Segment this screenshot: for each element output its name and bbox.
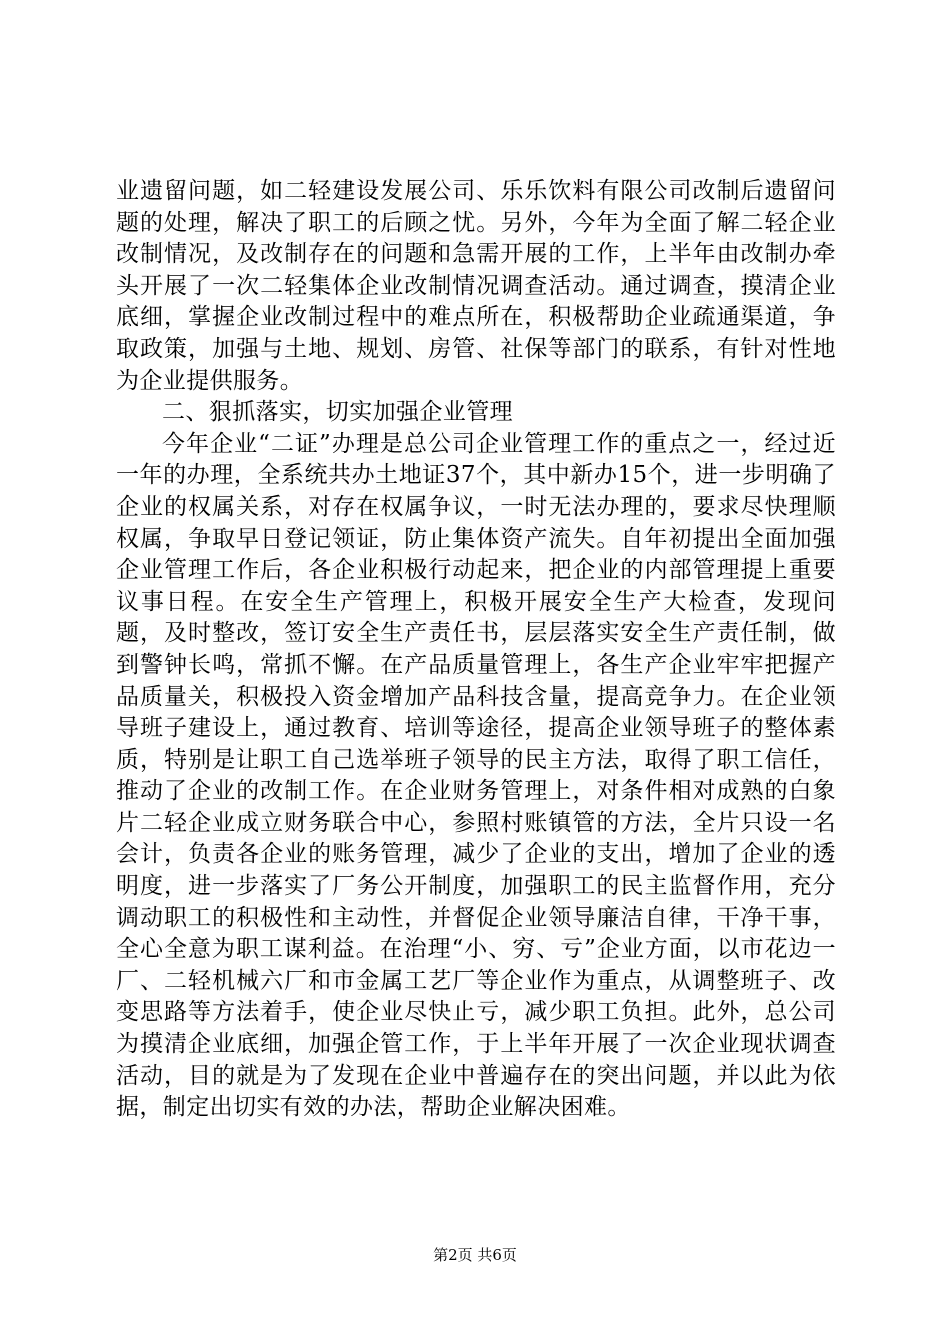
section-heading: 二、狠抓落实，切实加强企业管理 <box>162 399 513 426</box>
paragraph-management: 今年企业“二证”办理是总公司企业管理工作的重点之一，经过近一年的办理，全系统共办土地证37个，其中新办15个，进一步明确了企业的权属关系，对存在权属争议，一时无法办理的，要求尽快理顺权属，争取早日登记领证，防止集体资产流失。自年初提出全面加强企业管理工作后，各企业积极行动起来，把企业的内部管理提上重要议事日程。在安全生产管理上，积极开展安全生产大检查，发现问题，及时整改，签订安全生产责任书，层层落实安全生产责任制，做到警钟长鸣，常抓不懈。在产品质量管理上，各生产企业牢牢把握产品质量关，积极投入资金增加产品科技含量，提高竞争力。在企业领导班子建设上，通过教育、培训等途径，提高企业领导班子的整体素质，特别是让职工自己选举班子领导的民主方法，取得了职工信任，推动了企业的改制工作。在企业财务管理上，对条件相对成熟的白象片二轻企业成立财务联合中心，参照村账镇管的方法，全片只设一名会计，负责各企业的账务管理，减少了企业的支出，增加了企业的透明度，进一步落实了厂务公开制度，加强职工的民主监督作用，充分调动职工的积极性和主动性，并督促企业领导廉洁自律，干净干事，全心全意为职工谋利益。在治理“小、穷、亏”企业方面，以市花边一厂、二轻机械六厂和市金属工艺厂等企业作为重点，从调整班子、改变思路等方法着手，使企业尽快止亏，减少职工负担。此外，总公司为摸清企业底细，加强企管工作，于上半年开展了一次企业现状调查活动，目的就是为了发现在企业中普遍存在的突出问题，并以此为依据，制定出切实有效的办法，帮助企业解决困难。 <box>116 430 836 1121</box>
paragraph-continued: 业遗留问题，如二轻建设发展公司、乐乐饮料有限公司改制后遗留问题的处理，解决了职工的后顾之忧。另外，今年为全面了解二轻企业改制情况，及改制存在的问题和急需开展的工作，上半年由改制办牵头开展了一次二轻集体企业改制情况调查活动。通过调查，摸清企业底细，掌握企业改制过程中的难点所在，积极帮助企业疏通渠道，争取政策，加强与土地、规划、房管、社保等部门的联系，有针对性地为企业提供服务。 <box>116 178 836 394</box>
document-body <box>116 176 836 1124</box>
page-footer: 第2页 共6页 <box>433 1246 517 1264</box>
